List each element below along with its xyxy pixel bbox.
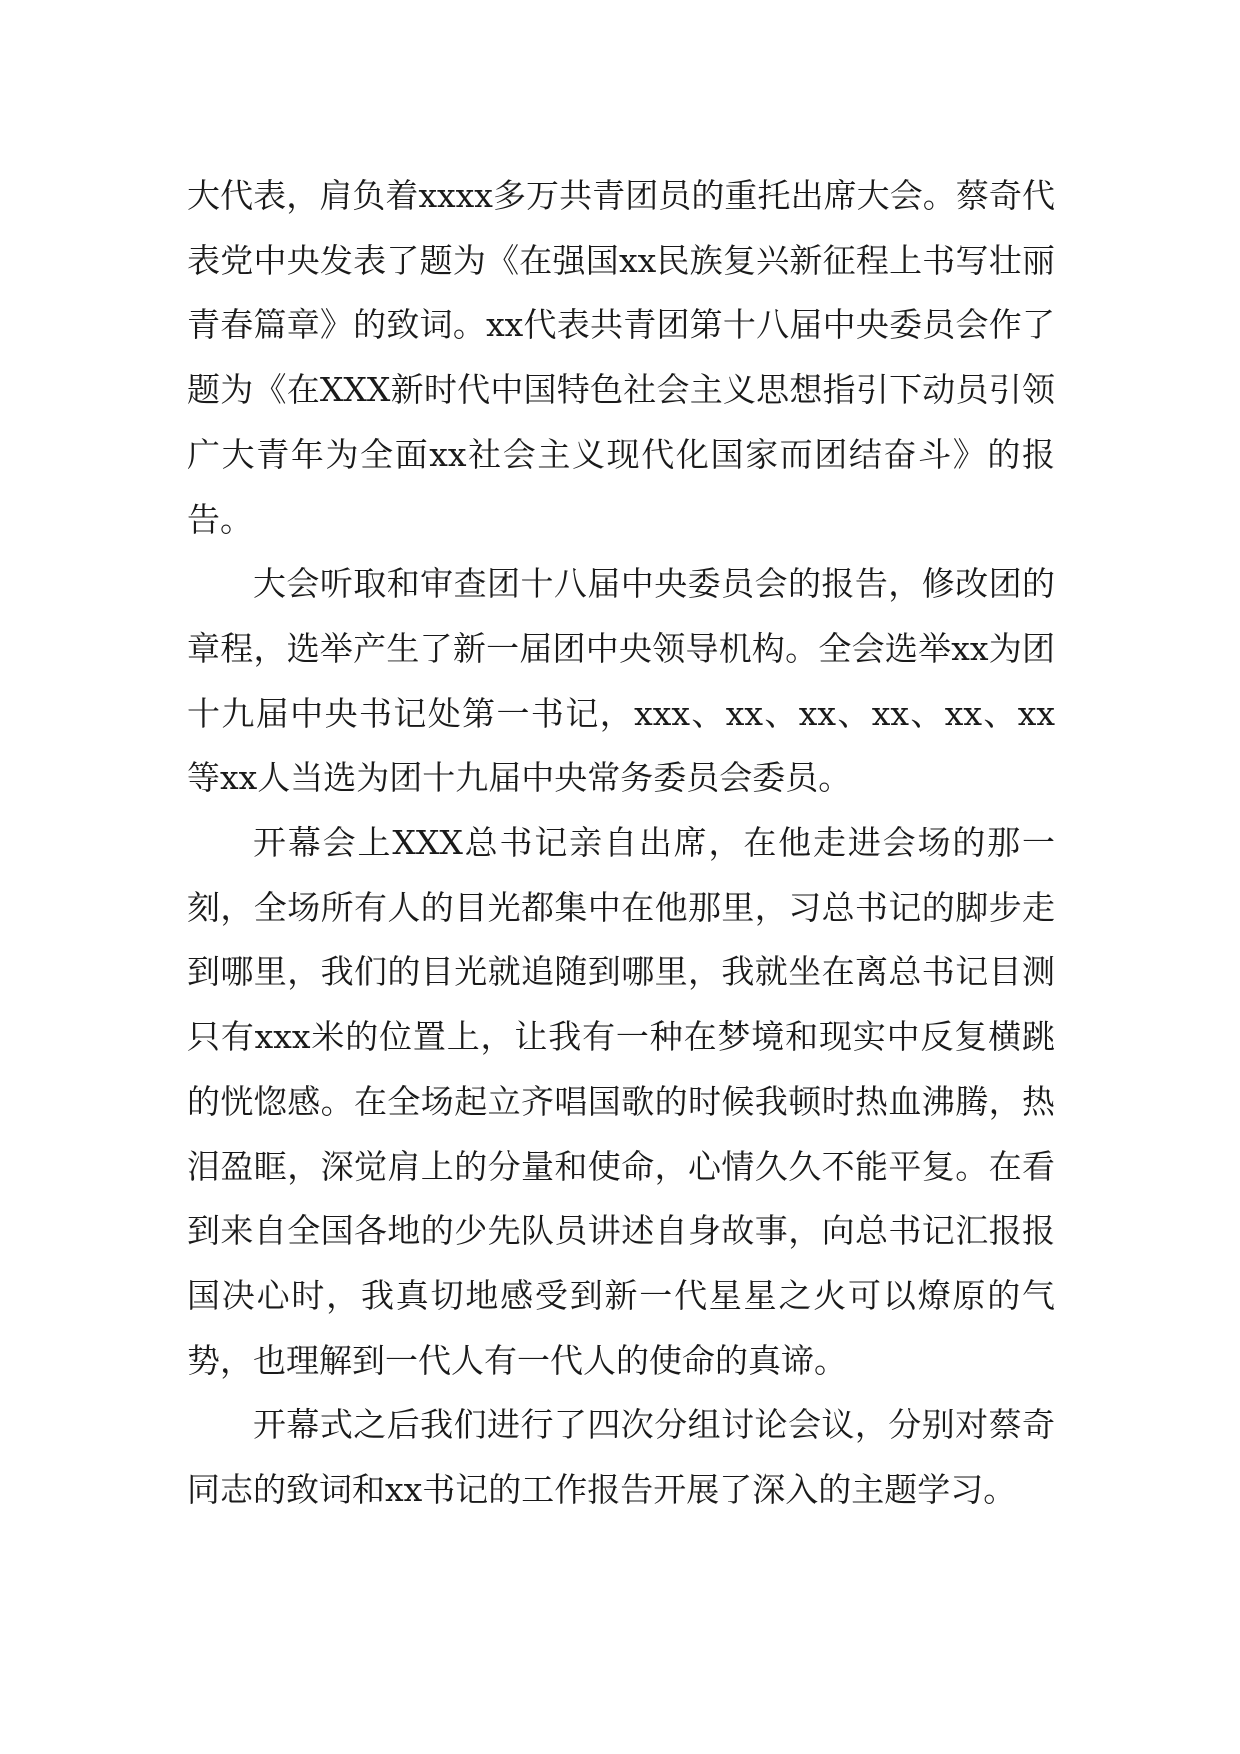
- paragraph-2: 大会听取和审查团十八届中央委员会的报告，修改团的章程，选举产生了新一届团中央领导机构。全会选举xx为团十九届中央书记处第一书记，xxx、xx、xx、xx、xx、xx等xx人当选为团十九届中央常务委员会委员。: [187, 564, 1055, 798]
- paragraph-1: 大代表，肩负着xxxx多万共青团员的重托出席大会。蔡奇代表党中央发表了题为《在强国xx民族复兴新征程上书写壮丽青春篇章》的致词。xx代表共青团第十八届中央委员会作了题为《在XXX新时代中国特色社会主义思想指引下动员引领广大青年为全面xx社会主义现代化国家而团结奋斗》的报告。: [187, 176, 1055, 539]
- paragraph-4: 开幕式之后我们进行了四次分组讨论会议，分别对蔡奇同志的致词和xx书记的工作报告开展了深入的主题学习。: [187, 1405, 1055, 1510]
- document-body: [187, 164, 1055, 1523]
- paragraph-3: 开幕会上XXX总书记亲自出席，在他走进会场的那一刻，全场所有人的目光都集中在他那里，习总书记的脚步走到哪里，我们的目光就追随到哪里，我就坐在离总书记目测只有xxx米的位置上，让我有一种在梦境和现实中反复横跳的恍惚感。在全场起立齐唱国歌的时候我顿时热血沸腾，热泪盈眶，深觉肩上的分量和使命，心情久久不能平复。在看到来自全国各地的少先队员讲述自身故事，向总书记汇报报国决心时，我真切地感受到新一代星星之火可以燎原的气势，也理解到一代人有一代人的使命的真谛。: [187, 823, 1055, 1380]
